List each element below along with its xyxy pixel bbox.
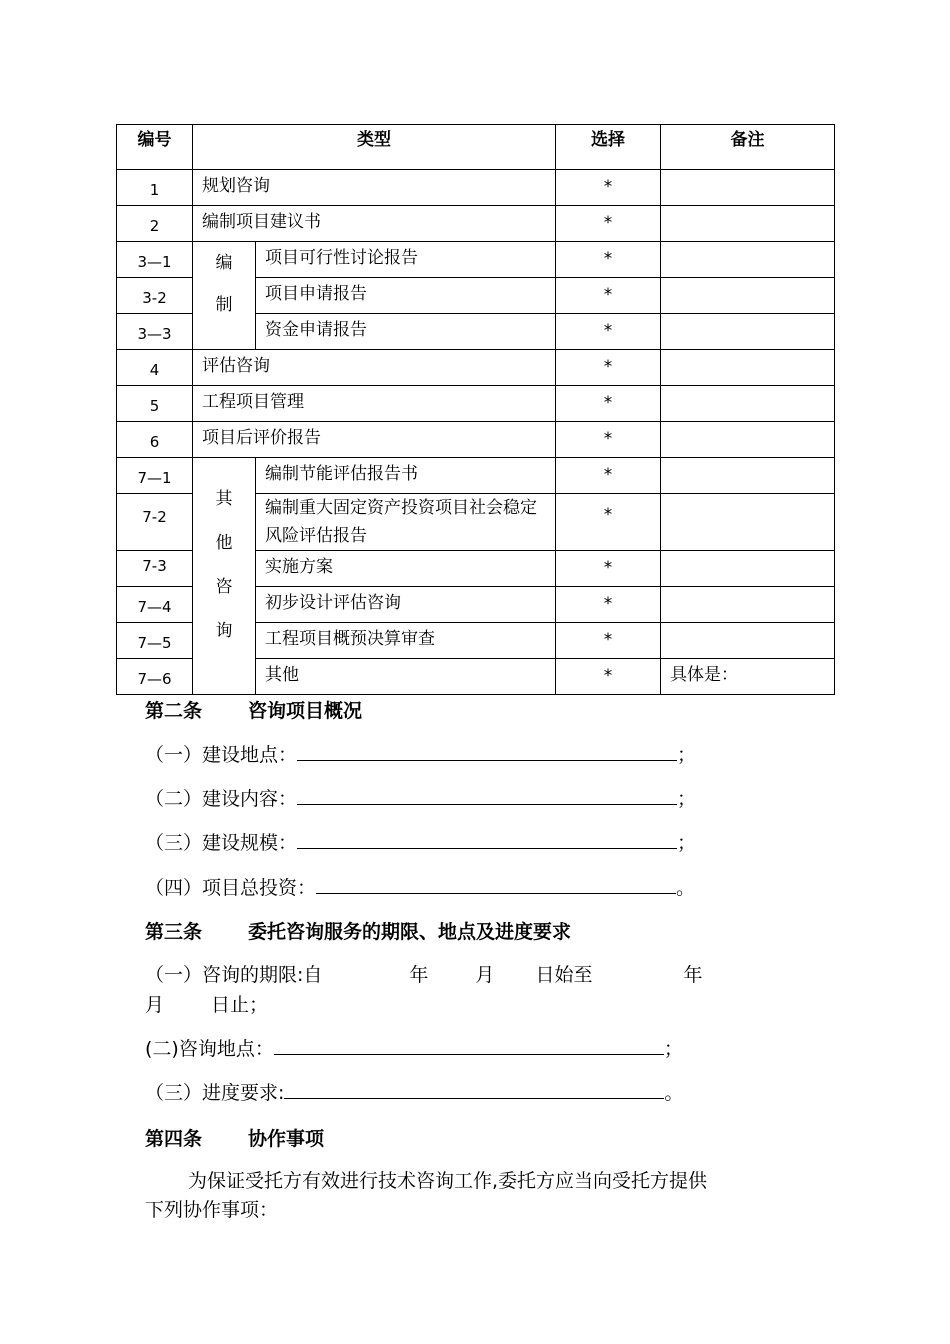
article-3-heading: 委托咨询服务的期限、地点及进度要求 bbox=[248, 921, 572, 943]
row-type: 初步设计评估咨询 bbox=[256, 587, 556, 623]
group-char: 咨 bbox=[215, 577, 233, 597]
row-num: 6 bbox=[117, 422, 193, 458]
progress-label: （三）进度要求: bbox=[145, 1082, 285, 1104]
table-header-row bbox=[117, 125, 835, 170]
row-select: * bbox=[556, 422, 661, 458]
progress-line bbox=[145, 1078, 683, 1105]
row-note bbox=[661, 386, 835, 422]
row-num: 1 bbox=[117, 170, 193, 206]
row-select: * bbox=[556, 458, 661, 494]
row-note bbox=[661, 242, 835, 278]
header-note: 备注 bbox=[661, 125, 835, 170]
row-select: * bbox=[556, 587, 661, 623]
investment-line bbox=[145, 873, 695, 900]
row-type: 编制节能评估报告书 bbox=[256, 458, 556, 494]
row-num: 7—4 bbox=[117, 587, 193, 623]
row-select: * bbox=[556, 494, 661, 551]
period-year-2: 年 bbox=[683, 964, 703, 986]
consult-place-line bbox=[145, 1034, 683, 1061]
row-select: * bbox=[556, 314, 661, 350]
scale-line bbox=[145, 828, 696, 855]
row-note bbox=[661, 587, 835, 623]
investment-blank bbox=[316, 875, 676, 894]
row-note bbox=[661, 551, 835, 587]
row-note bbox=[661, 623, 835, 659]
row-type: 编制项目建议书 bbox=[193, 206, 556, 242]
table-row bbox=[117, 458, 835, 494]
row-note bbox=[661, 278, 835, 314]
header-num: 编号 bbox=[117, 125, 193, 170]
period-label: （一）咨询的期限:自 bbox=[145, 964, 323, 986]
scale-end: ； bbox=[677, 832, 697, 854]
content-blank bbox=[297, 786, 677, 805]
row-num: 3—1 bbox=[117, 242, 193, 278]
group-char: 他 bbox=[215, 533, 233, 553]
row-num: 7—5 bbox=[117, 623, 193, 659]
table-row bbox=[117, 242, 835, 278]
group-label-other bbox=[193, 458, 256, 695]
site-end: ； bbox=[677, 744, 697, 766]
period-line-2 bbox=[145, 990, 268, 1017]
row-type: 工程项目管理 bbox=[193, 386, 556, 422]
row-note bbox=[661, 494, 835, 551]
row-num: 7-2 bbox=[117, 494, 193, 551]
article-2-title bbox=[145, 696, 362, 723]
row-select: * bbox=[556, 623, 661, 659]
period-month-1: 月 bbox=[475, 964, 495, 986]
progress-end: 。 bbox=[664, 1082, 684, 1104]
consulting-type-table bbox=[116, 124, 835, 695]
article-3-number: 第三条 bbox=[145, 921, 203, 943]
period-year-1: 年 bbox=[409, 964, 429, 986]
progress-blank bbox=[284, 1080, 664, 1099]
row-select: * bbox=[556, 278, 661, 314]
row-num: 7—1 bbox=[117, 458, 193, 494]
table-row bbox=[117, 422, 835, 458]
row-type: 项目申请报告 bbox=[256, 278, 556, 314]
row-type: 编制重大固定资产投资项目社会稳定风险评估报告 bbox=[256, 494, 556, 551]
row-note bbox=[661, 206, 835, 242]
row-num: 5 bbox=[117, 386, 193, 422]
period-day-to: 日止； bbox=[211, 994, 269, 1016]
row-select: * bbox=[556, 551, 661, 587]
row-select: * bbox=[556, 350, 661, 386]
row-type: 项目后评价报告 bbox=[193, 422, 556, 458]
row-num: 3-2 bbox=[117, 278, 193, 314]
row-note bbox=[661, 170, 835, 206]
row-num: 7-3 bbox=[117, 551, 193, 587]
row-select: * bbox=[556, 386, 661, 422]
investment-label: （四）项目总投资： bbox=[145, 877, 317, 899]
row-note bbox=[661, 422, 835, 458]
row-type: 评估咨询 bbox=[193, 350, 556, 386]
scale-label: （三）建设规模： bbox=[145, 832, 298, 854]
row-note: 具体是： bbox=[661, 659, 835, 695]
row-select: * bbox=[556, 242, 661, 278]
row-type: 工程项目概预决算审查 bbox=[256, 623, 556, 659]
article-4-body-line-2: 下列协作事项： bbox=[145, 1199, 279, 1221]
site-blank bbox=[297, 742, 677, 761]
row-num: 2 bbox=[117, 206, 193, 242]
table-row bbox=[117, 386, 835, 422]
row-select: * bbox=[556, 206, 661, 242]
period-month-2: 月 bbox=[145, 994, 165, 1016]
content-end: ； bbox=[677, 788, 697, 810]
content-label: （二）建设内容： bbox=[145, 788, 298, 810]
group-char: 询 bbox=[215, 621, 233, 641]
row-note bbox=[661, 350, 835, 386]
group-char: 制 bbox=[215, 295, 233, 315]
row-type: 规划咨询 bbox=[193, 170, 556, 206]
table-row bbox=[117, 350, 835, 386]
row-num: 7—6 bbox=[117, 659, 193, 695]
row-note bbox=[661, 458, 835, 494]
row-type: 项目可行性讨论报告 bbox=[256, 242, 556, 278]
article-4-title bbox=[145, 1124, 324, 1151]
period-day-from: 日始至 bbox=[535, 964, 593, 986]
row-type: 资金申请报告 bbox=[256, 314, 556, 350]
table-row bbox=[117, 170, 835, 206]
group-char: 其 bbox=[215, 489, 233, 509]
content-line bbox=[145, 784, 696, 811]
row-note bbox=[661, 314, 835, 350]
investment-end: 。 bbox=[676, 877, 696, 899]
row-num: 4 bbox=[117, 350, 193, 386]
article-4-heading: 协作事项 bbox=[248, 1128, 325, 1150]
row-type: 其他 bbox=[256, 659, 556, 695]
row-select: * bbox=[556, 659, 661, 695]
consult-place-blank bbox=[274, 1036, 664, 1055]
scale-blank bbox=[297, 830, 677, 849]
article-2-heading: 咨询项目概况 bbox=[248, 700, 363, 722]
row-num: 3—3 bbox=[117, 314, 193, 350]
header-type: 类型 bbox=[193, 125, 556, 170]
row-select: * bbox=[556, 170, 661, 206]
period-line-1 bbox=[145, 960, 702, 987]
table-row bbox=[117, 206, 835, 242]
group-label-compile bbox=[193, 242, 256, 350]
row-type: 实施方案 bbox=[256, 551, 556, 587]
article-3-title bbox=[145, 917, 571, 944]
group-char: 编 bbox=[215, 253, 233, 273]
consult-place-label: (二)咨询地点： bbox=[145, 1038, 274, 1060]
article-4-body-line-1: 为保证受托方有效进行技术咨询工作,委托方应当向受托方提供 bbox=[188, 1170, 708, 1192]
site-line bbox=[145, 740, 696, 767]
consult-place-end: ； bbox=[663, 1038, 683, 1060]
site-label: （一）建设地点： bbox=[145, 744, 298, 766]
article-4-number: 第四条 bbox=[145, 1128, 203, 1150]
article-2-number: 第二条 bbox=[145, 700, 203, 722]
header-select: 选择 bbox=[556, 125, 661, 170]
